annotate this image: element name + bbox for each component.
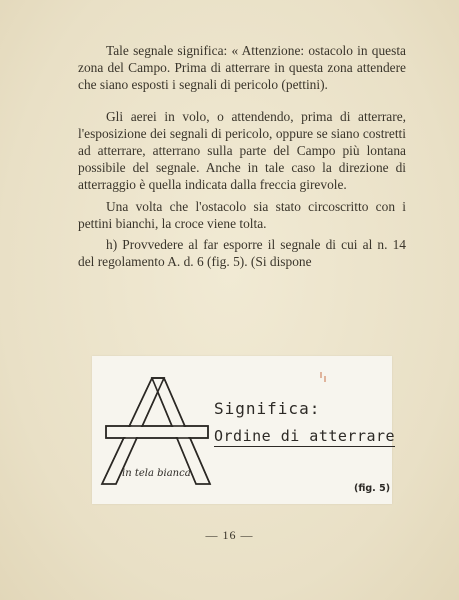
figure-title: Significa:	[214, 399, 321, 418]
figure-number: (fig. 5)	[354, 483, 391, 494]
figure-caption: in tela bianca	[122, 468, 191, 479]
paragraph-1: Tale segnale significa: « Attenzione: ostacolo in questa zona del Campo. Prima di atterrare in questa zona attendere che siano esposti i segnali di pericolo (pettini).	[78, 43, 406, 93]
body-text	[78, 42, 406, 270]
paragraph-3: Una volta che l'ostacolo sia stato circoscritto con i pettini bianchi, la croce viene tolta.	[78, 198, 406, 231]
figure-5	[92, 356, 396, 504]
page-number: — 16 —	[205, 528, 254, 542]
figure-subtitle: Ordine di atterrare	[214, 427, 396, 445]
paragraph-4: h) Provvedere al far esporre il segnale di cui al n. 14 del regolamento A. d. 6 (fig. 5). (Si dispone	[78, 237, 406, 270]
paragraph-2: Gli aerei in volo, o attendendo, prima di atterrare, l'esposizione dei segnali di pericolo, oppure se siano costretti ad atterrare, atterrano sulla parte del Campo più lontana possibile del segnale. Anche in tale caso la direzione di atterraggio è quella indicata dalla freccia girevole.	[78, 108, 406, 193]
